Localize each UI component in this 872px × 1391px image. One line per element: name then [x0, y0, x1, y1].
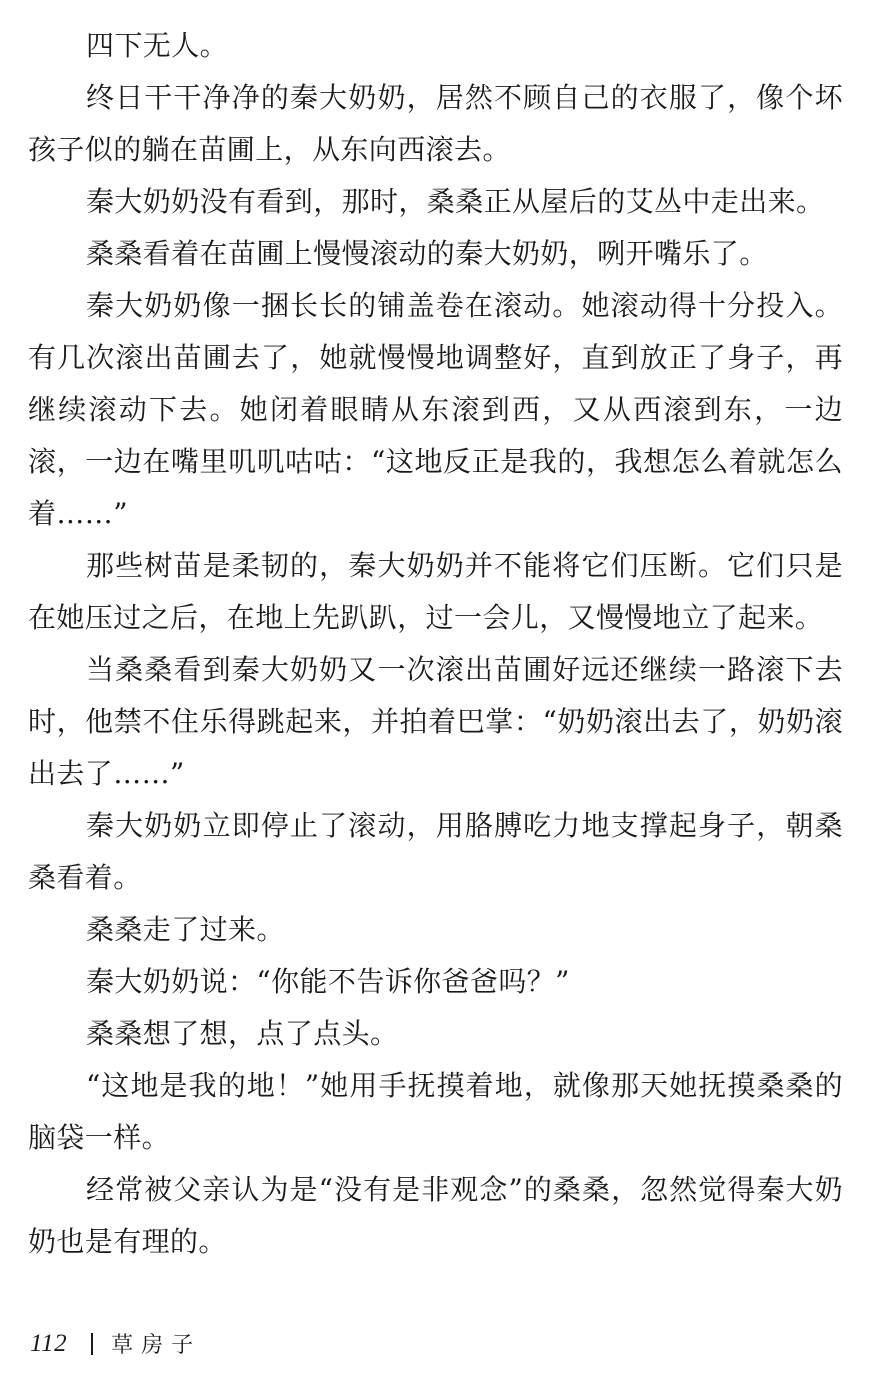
paragraph: 秦大奶奶没有看到，那时，桑桑正从屋后的艾丛中走出来。 — [86, 185, 825, 218]
paragraph: 秦大奶奶立即停止了滚动，用胳膊吃力地支撑起身子，朝桑桑看着。 — [28, 809, 843, 894]
paragraph: 经常被父亲认为是“没有是非观念”的桑桑，忽然觉得秦大奶奶也是有理的。 — [28, 1173, 843, 1258]
paragraph: “这地是我的地！”她用手抚摸着地，就像那天她抚摸桑桑的脑袋一样。 — [28, 1069, 843, 1154]
page-body — [28, 20, 843, 1268]
paragraph: 四下无人。 — [86, 29, 229, 62]
page-number: 112 — [30, 1329, 68, 1357]
paragraph: 秦大奶奶像一捆长长的铺盖卷在滚动。她滚动得十分投入。有几次滚出苗圃去了，她就慢慢地调整好，直到放正了身子，再继续滚动下去。她闭着眼睛从东滚到西，又从西滚到东，一边滚，一边在嘴里叽叽咕咕：“这地反正是我的，我想怎么着就怎么着……” — [28, 289, 843, 530]
paragraph: 当桑桑看到秦大奶奶又一次滚出苗圃好远还继续一路滚下去时，他禁不住乐得跳起来，并拍着巴掌：“奶奶滚出去了，奶奶滚出去了……” — [28, 653, 843, 790]
paragraph: 桑桑想了想，点了点头。 — [86, 1017, 399, 1050]
book-title: 草房子 — [111, 1333, 202, 1358]
paragraph: 秦大奶奶说：“你能不告诉你爸爸吗？” — [86, 965, 570, 998]
paragraph: 终日干干净净的秦大奶奶，居然不顾自己的衣服了，像个坏孩子似的躺在苗圃上，从东向西滚去。 — [28, 81, 843, 166]
paragraph: 桑桑看着在苗圃上慢慢滚动的秦大奶奶，咧开嘴乐了。 — [86, 237, 768, 270]
footer-divider — [91, 1333, 93, 1355]
page-footer — [30, 1328, 201, 1359]
paragraph: 桑桑走了过来。 — [86, 913, 285, 946]
paragraph: 那些树苗是柔韧的，秦大奶奶并不能将它们压断。它们只是在她压过之后，在地上先趴趴，过一会儿，又慢慢地立了起来。 — [28, 549, 843, 634]
